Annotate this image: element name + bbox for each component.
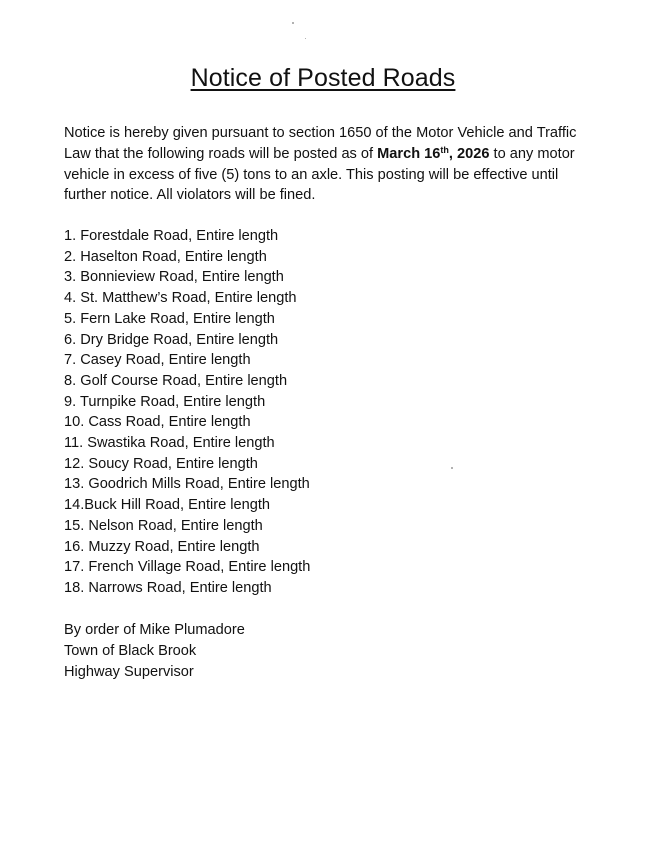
road-list-item: 15. Nelson Road, Entire length — [64, 517, 263, 534]
road-list-item: 13. Goodrich Mills Road, Entire length — [64, 476, 310, 493]
road-list-item: 17. French Village Road, Entire length — [64, 559, 311, 576]
road-list-item: 10. Cass Road, Entire length — [64, 414, 251, 431]
posting-date-year: , 2026 — [448, 145, 490, 162]
road-list-item: 12. Soucy Road, Entire length — [64, 455, 258, 472]
signature-line-town: Town of Black Brook — [64, 643, 197, 659]
signature-line-order: By order of Mike Plumadore — [64, 622, 245, 638]
road-list-item: 6. Dry Bridge Road, Entire length — [64, 331, 279, 348]
road-list-item: 18. Narrows Road, Entire length — [64, 579, 272, 596]
road-list-item: 14.Buck Hill Road, Entire length — [64, 497, 271, 514]
scan-speck — [292, 22, 294, 24]
page-title: Notice of Posted Roads — [190, 64, 456, 92]
road-list-item: 4. St. Matthew’s Road, Entire length — [64, 290, 297, 307]
road-list-item: 8. Golf Course Road, Entire length — [64, 372, 288, 389]
posting-date-month-day: March 16 — [377, 145, 441, 162]
signature-line-title: Highway Supervisor — [64, 664, 194, 680]
posting-date — [377, 146, 489, 162]
road-list-item: 9. Turnpike Road, Entire length — [64, 393, 266, 410]
intro-text-end: to any motor vehicle in excess of five (5) tons to an axle. This posting will be effective until further notice. All violators will be fined. — [64, 145, 575, 204]
road-list-item: 7. Casey Road, Entire length — [64, 352, 251, 369]
intro-text-start: Notice is hereby given pursuant to section 1650 of the Motor Vehicle and Traffic Law that the following roads will be posted as of — [64, 125, 577, 162]
road-list-item: 11. Swastika Road, Entire length — [64, 435, 275, 452]
posted-roads-list — [64, 226, 310, 599]
road-list-item: 2. Haselton Road, Entire length — [64, 248, 267, 265]
road-list-item: 1. Forestdale Road, Entire length — [64, 228, 279, 244]
scan-speck — [305, 38, 306, 39]
notice-intro-paragraph — [64, 123, 604, 206]
scan-speck — [451, 467, 453, 469]
signature-block — [64, 620, 245, 683]
road-list-item: 16. Muzzy Road, Entire length — [64, 538, 260, 555]
posting-date-suffix: th — [440, 144, 449, 155]
road-list-item: 3. Bonnieview Road, Entire length — [64, 269, 284, 286]
road-list-item: 5. Fern Lake Road, Entire length — [64, 310, 275, 327]
